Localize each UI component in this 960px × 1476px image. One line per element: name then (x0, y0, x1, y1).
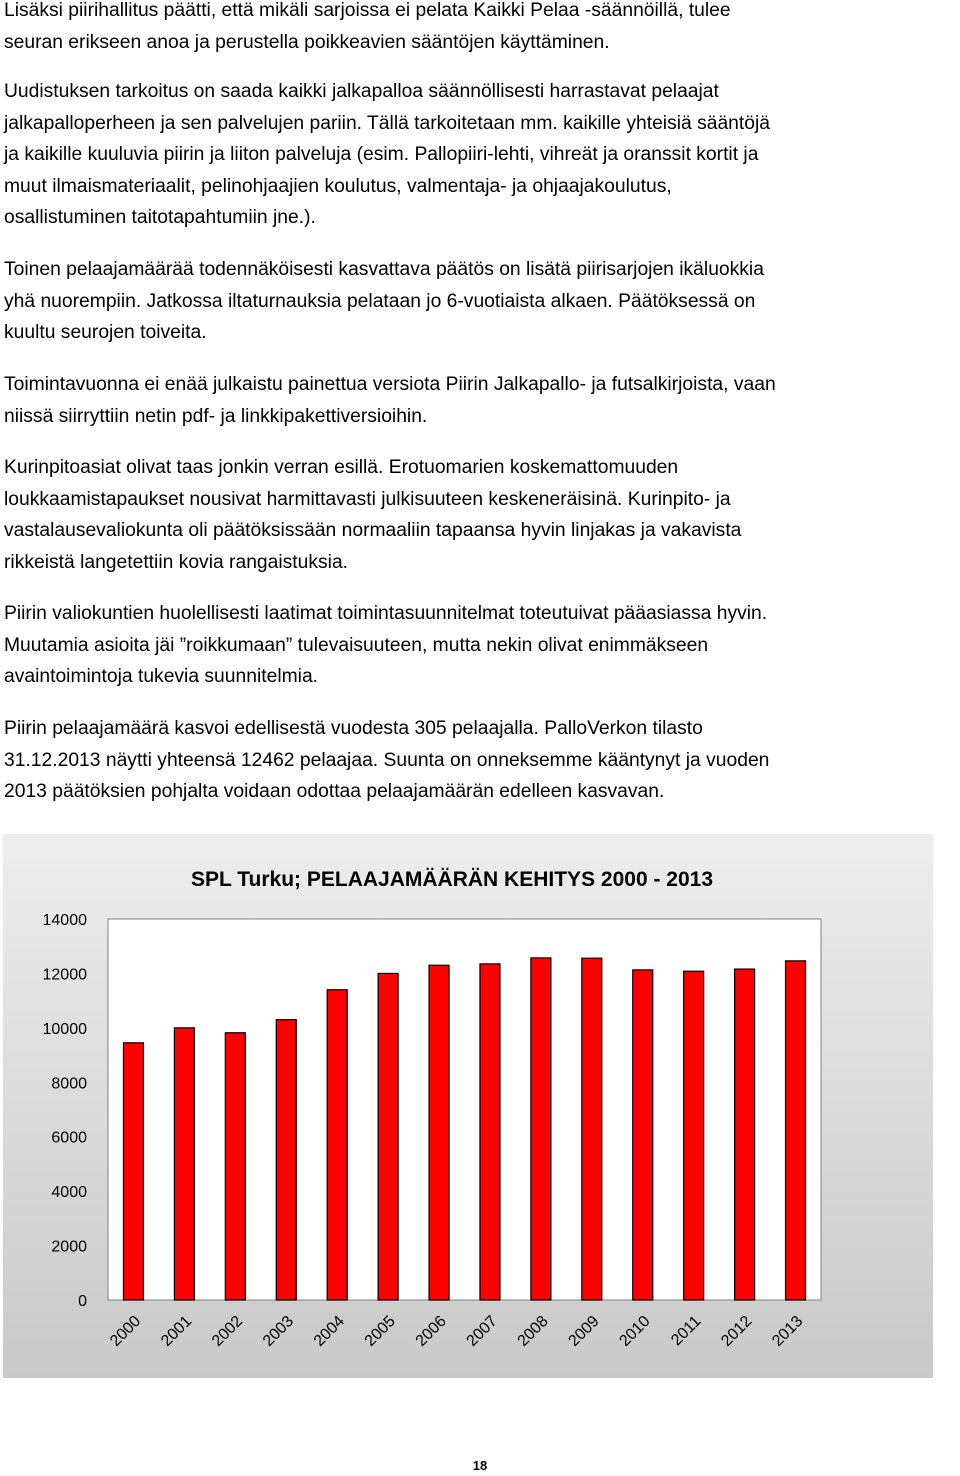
bar (327, 990, 347, 1300)
bar (531, 958, 551, 1300)
bar (276, 1020, 296, 1300)
x-tick-label: 2002 (208, 1312, 247, 1350)
x-tick-label: 2007 (463, 1312, 501, 1350)
y-tick-label: 2000 (51, 1238, 87, 1256)
paragraph: Toimintavuonna ei enää julkaistu painettua versiota Piirin Jalkapallo- ja futsalkirjoista, vaan niissä siirryttiin netin pdf- ja linkkipakettiversioihin. (4, 374, 776, 427)
page-number: 18 (472, 1458, 488, 1473)
y-tick-label: 4000 (51, 1184, 87, 1202)
x-tick-label: 2004 (310, 1312, 349, 1350)
x-tick-label: 2000 (107, 1312, 145, 1350)
x-tick-label: 2005 (361, 1312, 399, 1350)
y-tick-label: 8000 (51, 1075, 87, 1093)
y-tick-label: 12000 (42, 966, 87, 984)
bar (633, 970, 653, 1300)
plot-area (108, 919, 821, 1300)
x-tick-label: 2010 (616, 1312, 654, 1350)
bar (735, 969, 755, 1300)
x-tick-label: 2008 (514, 1312, 552, 1350)
paragraph: Uudistuksen tarkoitus on saada kaikki jalkapalloa säännöllisesti harrastavat pelaajat jalkapalloperheen ja sen palvelujen pariin. Tällä tarkoitetaan mm. kaikille yhteisiä sääntöjä ja kaikille kuuluvia piirin ja liiton palveluja (esim. Pallopiiri-lehti, vihreät ja oranssit kortit ja muut ilmaismateriaalit, pelinohjaajien koulutus, valmentaja- ja ohjaajakoulutus, osallistuminen taitotapahtumiin jne.). (4, 81, 770, 228)
chart-area (3, 834, 933, 1378)
bar (480, 964, 500, 1300)
paragraph: Piirin pelaajamäärä kasvoi edellisestä vuodesta 305 pelaajalla. PalloVerkon tilasto 31.12.2013 näytti yhteensä 12462 pelaajaa. Suunta on onneksemme kääntynyt ja vuoden 2013 päätöksien pohjalta voidaan odottaa pelaajamäärän edelleen kasvavan. (4, 718, 770, 802)
x-tick-label: 2013 (769, 1312, 807, 1350)
x-tick-label: 2012 (718, 1312, 756, 1350)
bar (786, 961, 806, 1300)
paragraph: Piirin valiokuntien huolellisesti laatimat toimintasuunnitelmat toteutuivat pääasiassa hyvin. Muutamia asioita jäi ”roikkumaan” tulevaisuuteen, mutta nekin olivat enimmäkseen avaintoimintoja tukevia suunnitelmia. (4, 603, 768, 687)
paragraph: Lisäksi piirihallitus päätti, että mikäli sarjoissa ei pelata Kaikki Pelaa -säännöillä, tulee seuran erikseen anoa ja perustella poikkeavien sääntöjen käyttäminen. (4, 0, 731, 53)
bar (174, 1028, 194, 1300)
bar (225, 1033, 245, 1300)
y-tick-label: 6000 (51, 1129, 87, 1147)
paragraph: Kurinpitoasiat olivat taas jonkin verran esillä. Erotuomarien koskemattomuuden loukkaamistapaukset nousivat harmittavasti julkisuuteen keskeneräisinä. Kurinpito- ja vastalausevaliokunta oli päätöksissään normaaliin tapaansa hyvin linjakas ja vakavista rikkeistä langetettiin kovia rangaistuksia. (4, 457, 742, 573)
bar (429, 965, 449, 1300)
bar (582, 958, 602, 1300)
bar (378, 973, 398, 1300)
y-tick-label: 0 (78, 1293, 87, 1310)
y-tick-label: 14000 (42, 912, 87, 929)
chart-title: SPL Turku; PELAAJAMÄÄRÄN KEHITYS 2000 - 2013 (190, 868, 714, 891)
bar-chart (3, 834, 933, 1378)
x-tick-label: 2006 (412, 1312, 450, 1350)
paragraph: Toinen pelaajamäärää todennäköisesti kasvattava päätös on lisätä piirisarjojen ikäluokkia yhä nuorempiin. Jatkossa iltaturnauksia pelataan jo 6-vuotiaista alkaen. Päätöksessä on kuultu seurojen toiveita. (4, 259, 764, 343)
x-tick-label: 2011 (668, 1312, 705, 1350)
x-tick-label: 2001 (158, 1312, 196, 1350)
y-tick-label: 10000 (42, 1020, 87, 1038)
bar (123, 1043, 143, 1300)
bar (684, 971, 704, 1300)
x-tick-label: 2003 (259, 1312, 298, 1350)
x-tick-label: 2009 (565, 1312, 603, 1350)
